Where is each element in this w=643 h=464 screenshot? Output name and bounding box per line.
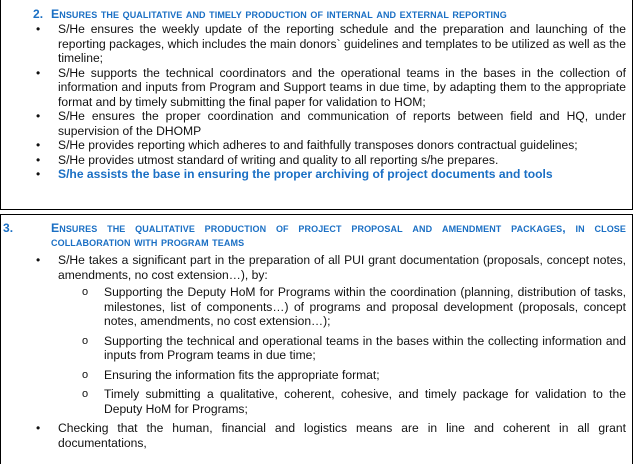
list-item-text: S/He provides utmost standard of writing and quality to all reporting s/he prepares.: [58, 152, 499, 167]
list-item: [1, 138, 626, 153]
sub-list-item: [58, 285, 626, 329]
list-item: [1, 22, 626, 66]
list-item-text: S/He ensures the proper coordination and communication of reports between field and HQ, under supervision of the DHOMP: [58, 109, 626, 138]
sub-list-item: [58, 334, 626, 363]
bullet-icon: •: [36, 65, 41, 80]
section-3-title: Ensures the qualitative production of project proposal and amendment packages, in close collaboration with program teams: [51, 221, 626, 249]
bullet-icon: •: [36, 22, 41, 36]
section-2-list: [1, 22, 626, 182]
bullet-icon: •: [36, 152, 41, 167]
list-item: [1, 253, 626, 416]
list-item-text: S/He supports the technical coordinators and the operational teams in the bases in the collection of information and inputs from Program and Support teams in due time, by adapting them to the appropriate format and by timely submitting the final paper for validation to HOM;: [58, 65, 626, 109]
sub-list-item-text: Ensuring the information fits the appropriate format;: [104, 367, 380, 382]
section-2-number: 2.: [33, 7, 44, 21]
section-2-title: Ensures the qualitative and timely production of internal and external reporting: [51, 7, 507, 21]
list-item-text: S/He takes a significant part in the preparation of all PUI grant documentation (proposals, concept notes, amendments, no cost extension…), by:: [58, 253, 626, 282]
sub-list-item-text: Supporting the technical and operational teams in the bases within the collecting information and inputs from Program teams in due time;: [104, 333, 626, 362]
list-item: [1, 167, 626, 182]
section-2-cell: [0, 0, 633, 210]
section-3-heading: [3, 221, 626, 249]
list-item: [1, 421, 626, 450]
list-item: [1, 109, 626, 138]
sub-list: [58, 285, 626, 416]
bullet-icon: •: [36, 167, 41, 181]
list-item-text: Checking that the human, financial and logistics means are in line and coherent in all grant documentations,: [58, 421, 626, 450]
circle-bullet-icon: o: [82, 368, 89, 381]
section-3-list: [1, 253, 626, 450]
bullet-icon: •: [36, 421, 41, 435]
bullet-icon: •: [36, 109, 41, 123]
sub-list-item-text: Supporting the Deputy HoM for Programs within the coordination (planning, distribution of tasks, milestones, list of components…) of programs and proposal development (proposals, concept notes, amendments, no cost extension…);: [104, 285, 626, 328]
circle-bullet-icon: o: [82, 388, 89, 400]
sub-list-item: [58, 387, 626, 416]
bullet-icon: •: [36, 138, 41, 152]
list-item: [1, 66, 626, 110]
sub-list-item-text: Timely submitting a qualitative, coherent, cohesive, and timely package for validation to the Deputy HoM for Programs;: [104, 387, 626, 416]
sub-list-item: [58, 368, 626, 383]
list-item: [1, 153, 626, 168]
section-3-number: 3.: [3, 221, 14, 235]
list-item-text: S/He provides reporting which adheres to and faithfully transposes donors contractual guidelines;: [58, 138, 578, 152]
section-2-heading: [21, 7, 626, 21]
bullet-icon: •: [36, 253, 41, 267]
list-item-text-highlight: S/he assists the base in ensuring the proper archiving of project documents and tools: [58, 167, 553, 181]
section-3-cell: [0, 214, 633, 464]
circle-bullet-icon: o: [82, 286, 89, 298]
circle-bullet-icon: o: [82, 334, 89, 347]
list-item-text: S/He ensures the weekly update of the reporting schedule and the preparation and launching of the reporting packages, which includes the main donors` guidelines and templates to be utilized as well as the timeline;: [58, 22, 626, 65]
